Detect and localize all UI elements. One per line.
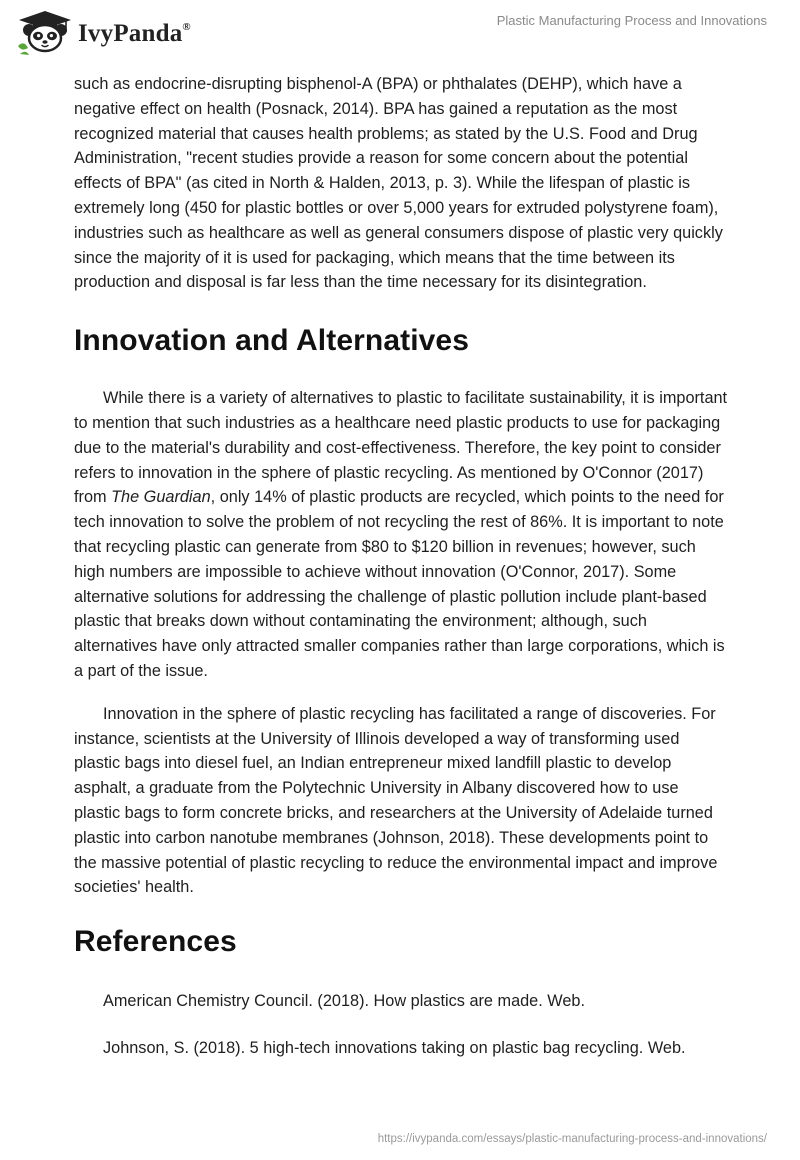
panda-graduate-logo-icon[interactable]	[14, 8, 76, 56]
paragraph-text: , only 14% of plastic products are recycled, which points to the need for tech innovation to solve the problem of not recycling the rest of 86%. It is important to note that recycling plastic can generate from $80 to $120 billion in revenues; however, such high numbers are impossible to achieve without innovation (O'Connor, 2017). Some alternative solutions for addressing the challenge of plastic pollution include plant-based plastic that breaks down without contaminating the environment; although, such alternatives have only attracted smaller companies rather than large corporations, which is a part of the issue.	[74, 488, 725, 680]
intro-paragraph: such as endocrine-disrupting bisphenol-A (BPA) or phthalates (DEHP), which have a negative effect on health (Posnack, 2014). BPA has gained a reputation as the most recognized material that causes health problems; as stated by the U.S. Food and Drug Administration, "recent studies provide a reason for some concern about the potential effects of BPA" (as cited in North & Halden, 2013, p. 3). While the lifespan of plastic is extremely long (450 for plastic bottles or over 5,000 years for extruded polystyrene foam), industries such as healthcare as well as general consumers dispose of plastic very quickly since the majority of it is used for packaging, which means that the time between its production and disposal is far less than the time necessary for its disintegration.	[74, 75, 723, 292]
reference-item: Johnson, S. (2018). 5 high-tech innovations taking on plastic bag recycling. Web.	[103, 1038, 686, 1057]
brand-name[interactable]	[78, 20, 191, 48]
paragraph-innovation-2: Innovation in the sphere of plastic recycling has facilitated a range of discoveries. For instance, scientists at the University of Illinois developed a way of transforming used plastic bags into diesel fuel, an Indian entrepreneur mixed landfill plastic to develop asphalt, a graduate from the Polytechnic University in Albany discovered how to use plastic bags to form concrete bricks, and researchers at the University of Adelaide turned plastic into carbon nanotube membranes (Johnson, 2018). These developments point to the massive potential of plastic recycling to reduce the environmental impact and improve societies' health.	[74, 704, 718, 897]
brand-text: IvyPanda	[78, 20, 183, 47]
registered-mark: ®	[182, 20, 191, 33]
essay-content	[74, 72, 728, 1061]
page-header	[0, 0, 800, 70]
footer-url-link[interactable]: https://ivypanda.com/essays/plastic-manufacturing-process-and-innovations/	[377, 1133, 767, 1145]
section-heading-references: References	[74, 925, 237, 959]
reference-item: American Chemistry Council. (2018). How plastics are made. Web.	[103, 992, 585, 1011]
source-title: The Guardian	[111, 488, 211, 507]
reference-list	[74, 989, 728, 1061]
section-heading-innovation: Innovation and Alternatives	[74, 324, 469, 358]
document-title: Plastic Manufacturing Process and Innovations	[496, 13, 767, 28]
paragraph-text: While there is a variety of alternatives to plastic to facilitate sustainability, it is important to mention that such industries as a healthcare need plastic products to use for packaging due to the material's durability and cost-effectiveness. Therefore, the key point to consider refers to innovation in the sphere of plastic recycling. As mentioned by O'Connor (2017) from	[74, 389, 728, 507]
paragraph-innovation-1	[74, 386, 728, 684]
